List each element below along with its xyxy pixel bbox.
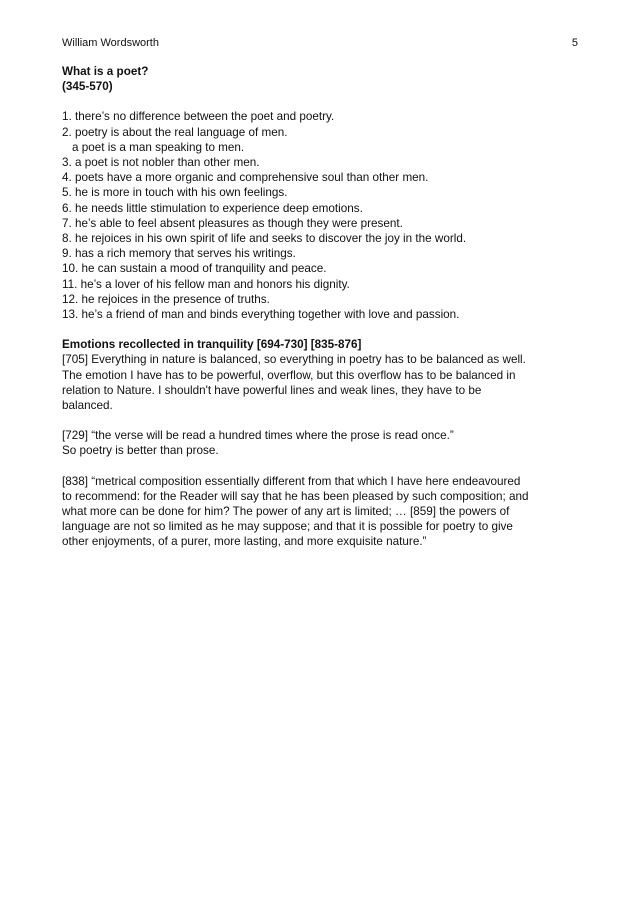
- list-item: 4. poets have a more organic and comprehensive soul than other men.: [62, 171, 429, 185]
- text-line: what more can be done for him? The power of any art is limited; … [859] the powers of: [62, 505, 510, 519]
- text-line: relation to Nature. I shouldn't have powerful lines and weak lines, they have to be: [62, 383, 482, 397]
- header-author: William Wordsworth: [62, 37, 159, 49]
- section-title: What is a poet?: [62, 65, 149, 78]
- list-item: 1. there’s no difference between the poet and poetry.: [62, 110, 335, 124]
- page-header: [62, 36, 578, 50]
- list-item: 10. he can sustain a mood of tranquility and peace.: [62, 262, 327, 276]
- text-line: balanced.: [62, 399, 113, 413]
- text-line: to recommend: for the Reader will say that he has been pleased by such composition; and: [62, 489, 529, 503]
- list-item: 12. he rejoices in the presence of truths.: [62, 292, 270, 306]
- poet-list: [62, 109, 578, 322]
- list-item: a poet is a man speaking to men.: [72, 140, 245, 154]
- section-range: (345-570): [62, 80, 113, 94]
- text-line: [838] “metrical composition essentially different from that which I have here endeavoured: [62, 474, 521, 488]
- list-item: 8. he rejoices in his own spirit of life and seeks to discover the joy in the world.: [62, 232, 467, 246]
- document-page: [62, 36, 578, 550]
- text-line: The emotion I have has to be powerful, overflow, but this overflow has to be balanced in: [62, 368, 516, 382]
- paragraph: [62, 352, 578, 413]
- text-line: So poetry is better than prose.: [62, 444, 219, 458]
- list-item: 11. he’s a lover of his fellow man and honors his dignity.: [62, 277, 350, 291]
- text-line: [729] “the verse will be read a hundred times where the prose is read once.”: [62, 429, 454, 443]
- list-item: 5. he is more in touch with his own feelings.: [62, 186, 288, 200]
- paragraph: [62, 428, 578, 458]
- section-title: Emotions recollected in tranquility [694-730] [835-876]: [62, 338, 362, 352]
- paragraph: [62, 474, 578, 550]
- document-body: [62, 64, 578, 550]
- list-item: 6. he needs little stimulation to experience deep emotions.: [62, 201, 363, 215]
- list-item: 2. poetry is about the real language of men.: [62, 125, 288, 139]
- text-line: language are not so limited as he may suppose; and that it is possible for poetry to give: [62, 520, 513, 534]
- list-item: 3. a poet is not nobler than other men.: [62, 156, 260, 170]
- text-line: [705] Everything in nature is balanced, so everything in poetry has to be balanced as well.: [62, 353, 526, 367]
- list-item: 7. he’s able to feel absent pleasures as though they were present.: [62, 216, 403, 230]
- page-number: 5: [571, 37, 578, 49]
- list-item: 9. has a rich memory that serves his writings.: [62, 247, 296, 261]
- list-item: 13. he’s a friend of man and binds everything together with love and passion.: [62, 308, 460, 322]
- text-line: other enjoyments, of a purer, more lasting, and more exquisite nature.”: [62, 535, 427, 549]
